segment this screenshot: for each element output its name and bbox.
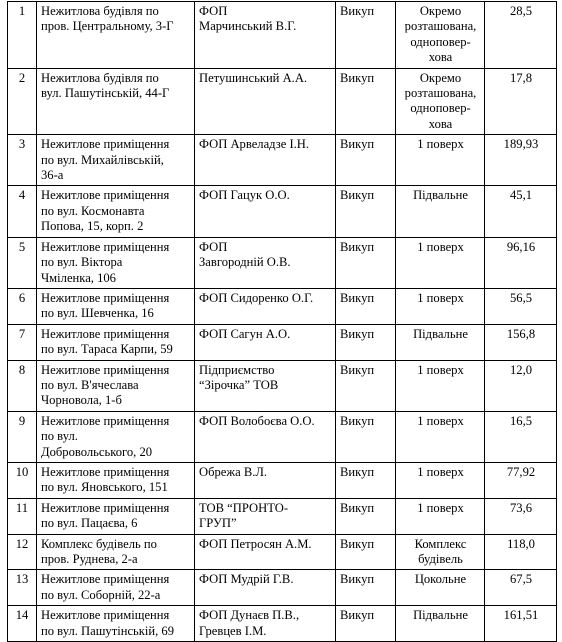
tenant-cell: Петушинський А.А. [195, 68, 336, 135]
tenant-cell: ФОП Сидоренко О.Г. [195, 288, 336, 324]
table-body [8, 2, 557, 642]
method-cell: Викуп [336, 606, 396, 642]
method-cell: Викуп [336, 411, 396, 462]
floor-cell: 1 поверх [396, 498, 485, 534]
tenant-cell: Підприємство “Зірочка” ТОВ [195, 360, 336, 411]
row-number: 4 [8, 186, 37, 237]
row-number: 14 [8, 606, 37, 642]
object-name-cell: Нежитлове приміщення по вул. Шевченка, 16 [37, 288, 195, 324]
object-name-cell: Нежитлове приміщення по вул. Михайлівській, 36-а [37, 135, 195, 186]
tenant-cell: ФОП Марчинський В.Г. [195, 2, 336, 69]
object-name-cell: Нежитлове приміщення по вул. Тараса Карпи, 59 [37, 324, 195, 360]
floor-cell: Окремо розташована, одноповер- хова [396, 2, 485, 69]
floor-cell: 1 поверх [396, 411, 485, 462]
area-cell: 45,1 [485, 186, 557, 237]
area-cell: 96,16 [485, 237, 557, 288]
floor-cell: Підвальне [396, 186, 485, 237]
method-cell: Викуп [336, 462, 396, 498]
object-name-cell: Комплекс будівель по пров. Руднева, 2-а [37, 534, 195, 570]
table-row [8, 324, 557, 360]
table-row [8, 534, 557, 570]
object-name-cell: Нежитлове приміщення по вул. Яновського, 151 [37, 462, 195, 498]
method-cell: Викуп [336, 288, 396, 324]
method-cell: Викуп [336, 324, 396, 360]
object-name-cell: Нежитлове приміщення по вул. Соборній, 22-а [37, 570, 195, 606]
table-row [8, 360, 557, 411]
table-row [8, 411, 557, 462]
row-number: 7 [8, 324, 37, 360]
method-cell: Викуп [336, 186, 396, 237]
row-number: 8 [8, 360, 37, 411]
floor-cell: Цокольне [396, 570, 485, 606]
area-cell: 189,93 [485, 135, 557, 186]
tenant-cell: ФОП Мудрій Г.В. [195, 570, 336, 606]
row-number: 12 [8, 534, 37, 570]
row-number: 1 [8, 2, 37, 69]
row-number: 9 [8, 411, 37, 462]
area-cell: 161,51 [485, 606, 557, 642]
tenant-cell: ФОП Сагун А.О. [195, 324, 336, 360]
row-number: 3 [8, 135, 37, 186]
row-number: 5 [8, 237, 37, 288]
table-row [8, 498, 557, 534]
table-row [8, 288, 557, 324]
object-name-cell: Нежитлове приміщення по вул. Пацаєва, 6 [37, 498, 195, 534]
method-cell: Викуп [336, 498, 396, 534]
row-number: 2 [8, 68, 37, 135]
table-row [8, 135, 557, 186]
object-name-cell: Нежитлова будівля по пров. Центральному, 3-Г [37, 2, 195, 69]
row-number: 13 [8, 570, 37, 606]
area-cell: 17,8 [485, 68, 557, 135]
floor-cell: Окремо розташована, одноповер- хова [396, 68, 485, 135]
tenant-cell: ФОП Петросян А.М. [195, 534, 336, 570]
area-cell: 156,8 [485, 324, 557, 360]
tenant-cell: ФОП Арвеладзе І.Н. [195, 135, 336, 186]
table-row [8, 68, 557, 135]
method-cell: Викуп [336, 68, 396, 135]
object-name-cell: Нежитлове приміщення по вул. Віктора Чміленка, 106 [37, 237, 195, 288]
area-cell: 28,5 [485, 2, 557, 69]
object-name-cell: Нежитлове приміщення по вул. Добровольського, 20 [37, 411, 195, 462]
table-row [8, 462, 557, 498]
method-cell: Викуп [336, 135, 396, 186]
method-cell: Викуп [336, 534, 396, 570]
tenant-cell: ФОП Дунаєв П.В., Гревцев І.М. [195, 606, 336, 642]
table-row [8, 237, 557, 288]
floor-cell: 1 поверх [396, 237, 485, 288]
tenant-cell: ФОП Волобоєва О.О. [195, 411, 336, 462]
area-cell: 77,92 [485, 462, 557, 498]
floor-cell: Підвальне [396, 606, 485, 642]
object-name-cell: Нежитлове приміщення по вул. В'ячеслава Чорновола, 1-б [37, 360, 195, 411]
table-row [8, 2, 557, 69]
floor-cell: 1 поверх [396, 288, 485, 324]
tenant-cell: ФОП Завгородній О.В. [195, 237, 336, 288]
tenant-cell: Обрежа В.Л. [195, 462, 336, 498]
floor-cell: Комплекс будівель [396, 534, 485, 570]
floor-cell: 1 поверх [396, 462, 485, 498]
area-cell: 16,5 [485, 411, 557, 462]
object-name-cell: Нежитлове приміщення по вул. Пашутінській, 69 [37, 606, 195, 642]
floor-cell: 1 поверх [396, 135, 485, 186]
area-cell: 73,6 [485, 498, 557, 534]
table-row [8, 186, 557, 237]
area-cell: 12,0 [485, 360, 557, 411]
method-cell: Викуп [336, 360, 396, 411]
method-cell: Викуп [336, 237, 396, 288]
object-name-cell: Нежитлова будівля по вул. Пашутінській, 44-Г [37, 68, 195, 135]
area-cell: 67,5 [485, 570, 557, 606]
floor-cell: Підвальне [396, 324, 485, 360]
tenant-cell: ТОВ “ПРОНТО- ГРУП” [195, 498, 336, 534]
method-cell: Викуп [336, 570, 396, 606]
tenant-cell: ФОП Гацук О.О. [195, 186, 336, 237]
area-cell: 118,0 [485, 534, 557, 570]
method-cell: Викуп [336, 2, 396, 69]
object-name-cell: Нежитлове приміщення по вул. Космонавта Попова, 15, корп. 2 [37, 186, 195, 237]
floor-cell: 1 поверх [396, 360, 485, 411]
row-number: 6 [8, 288, 37, 324]
area-cell: 56,5 [485, 288, 557, 324]
row-number: 10 [8, 462, 37, 498]
privatization-table [7, 1, 557, 642]
table-row [8, 570, 557, 606]
row-number: 11 [8, 498, 37, 534]
table-row [8, 606, 557, 642]
